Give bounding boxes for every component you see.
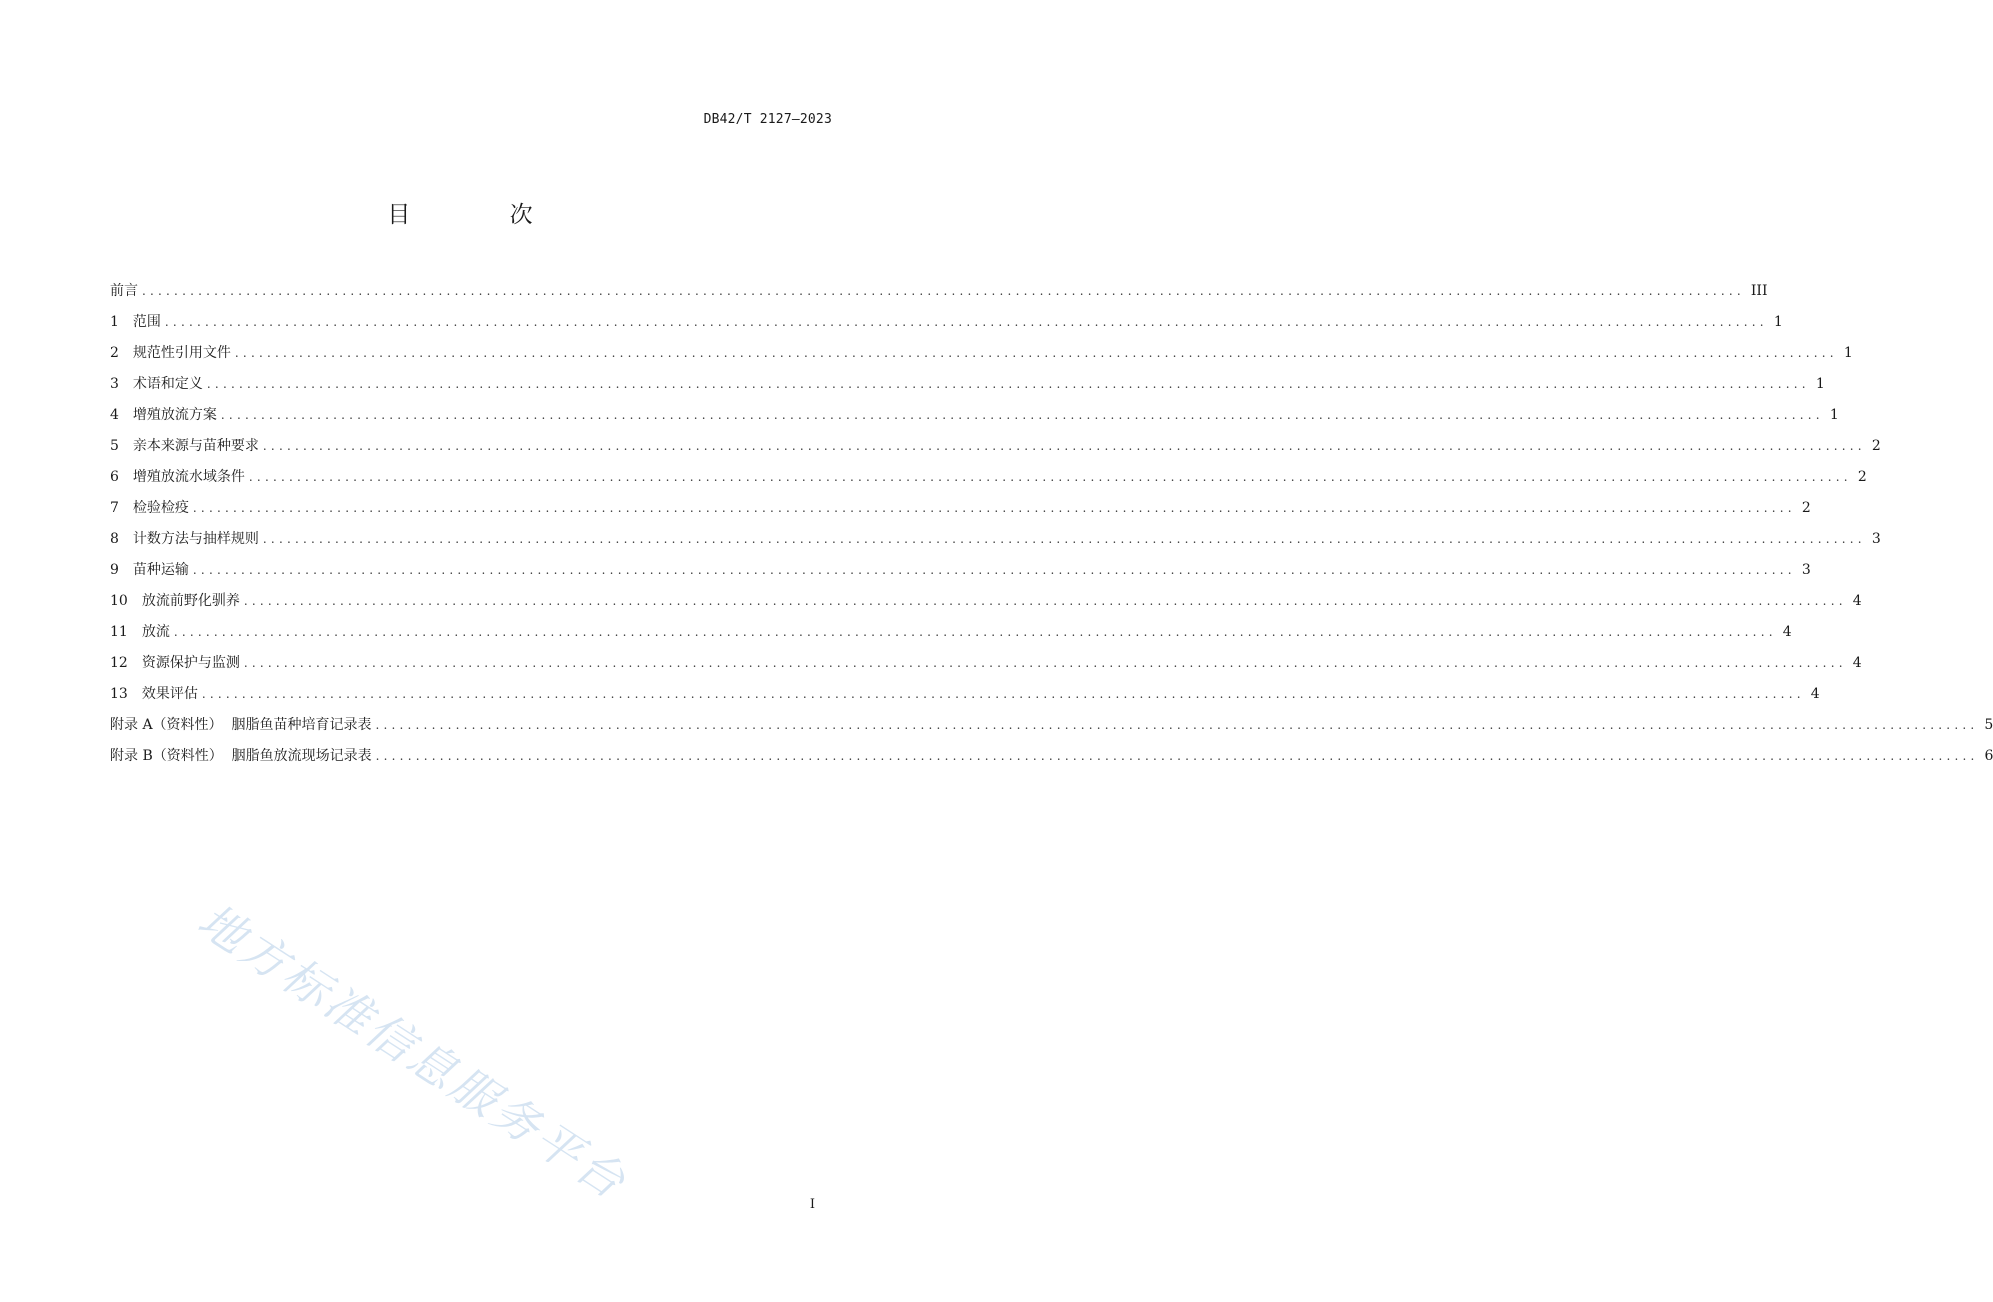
toc-entry-page: 3 [1801, 562, 1811, 578]
toc-entry-number: 4 [110, 407, 119, 423]
toc-entry-title: 前言 [110, 283, 138, 299]
toc-leader-dots: ........................................................................................................................................................................................................ [262, 439, 1866, 453]
toc-leader-dots: ........................................................................................................................................................................................................ [220, 408, 1824, 422]
toc-entry[interactable] [110, 621, 1792, 652]
toc-leader-dots: ........................................................................................................................................................................................................ [375, 749, 1979, 763]
table-of-contents [110, 280, 1993, 776]
toc-entry-number: 2 [110, 345, 119, 361]
toc-entry-page: 1 [1843, 345, 1853, 361]
toc-leader-dots: ........................................................................................................................................................................................................ [142, 284, 1745, 298]
toc-entry-title: 附录 B（资料性） 胭脂鱼放流现场记录表 [110, 748, 372, 764]
toc-entry-number: 11 [110, 624, 128, 640]
toc-entry-page: 2 [1871, 438, 1881, 454]
toc-entry-page: 2 [1801, 500, 1811, 516]
page-number: I [809, 1197, 815, 1212]
toc-leader-dots: ........................................................................................................................................................................................................ [243, 594, 1847, 608]
toc-leader-dots: ........................................................................................................................................................................................................ [192, 563, 1796, 577]
toc-entry-title: 增殖放流水域条件 [132, 469, 245, 485]
toc-entry-page: 4 [1810, 686, 1820, 702]
toc-leader-dots: ........................................................................................................................................................................................................ [243, 656, 1847, 670]
toc-entry-page: III [1750, 283, 1768, 299]
toc-entry[interactable] [110, 342, 1853, 373]
toc-entry-title: 资源保护与监测 [141, 655, 240, 671]
toc-entry-page: 5 [1984, 717, 1993, 733]
toc-entry-number: 12 [110, 655, 128, 671]
toc-entry-number: 1 [110, 314, 119, 330]
toc-entry-title: 计数方法与抽样规则 [132, 531, 259, 547]
toc-entry[interactable] [110, 683, 1820, 714]
toc-entry-title: 亲本来源与苗种要求 [132, 438, 259, 454]
toc-leader-dots: ........................................................................................................................................................................................................ [201, 687, 1805, 701]
toc-entry[interactable] [110, 559, 1811, 590]
toc-leader-dots: ........................................................................................................................................................................................................ [248, 470, 1852, 484]
toc-entry-number: 8 [110, 531, 119, 547]
toc-entry-number: 7 [110, 500, 119, 516]
toc-entry-page: 4 [1852, 593, 1862, 609]
toc-entry-number: 10 [110, 593, 128, 609]
toc-entry-page: 4 [1852, 655, 1862, 671]
document-code: DB42/T 2127—2023 [703, 112, 832, 127]
toc-entry[interactable] [110, 590, 1862, 621]
toc-leader-dots: ........................................................................................................................................................................................................ [234, 346, 1838, 360]
watermark: 地方标准信息服务平台 [188, 892, 638, 1211]
toc-entry-title: 范围 [132, 314, 161, 330]
toc-entry-title: 效果评估 [141, 686, 198, 702]
toc-entry-number: 13 [110, 686, 128, 702]
toc-entry[interactable] [110, 714, 1993, 745]
toc-entry[interactable] [110, 280, 1768, 311]
toc-entry-page: 4 [1782, 624, 1792, 640]
toc-entry-title: 放流 [141, 624, 170, 640]
toc-entry-number: 5 [110, 438, 119, 454]
toc-leader-dots: ........................................................................................................................................................................................................ [206, 377, 1810, 391]
toc-entry-title: 规范性引用文件 [132, 345, 231, 361]
toc-entry-title: 增殖放流方案 [132, 407, 217, 423]
toc-leader-dots: ........................................................................................................................................................................................................ [262, 532, 1866, 546]
toc-entry[interactable] [110, 466, 1867, 497]
toc-leader-dots: ........................................................................................................................................................................................................ [173, 625, 1777, 639]
toc-entry[interactable] [110, 497, 1811, 528]
toc-entry-number: 6 [110, 469, 119, 485]
toc-entry-page: 1 [1829, 407, 1839, 423]
toc-entry-page: 1 [1773, 314, 1783, 330]
toc-entry[interactable] [110, 652, 1862, 683]
toc-entry[interactable] [110, 745, 1993, 776]
toc-leader-dots: ........................................................................................................................................................................................................ [164, 315, 1768, 329]
toc-entry[interactable] [110, 435, 1881, 466]
toc-entry-title: 检验检疫 [132, 500, 189, 516]
toc-entry-title: 苗种运输 [132, 562, 189, 578]
toc-entry[interactable] [110, 311, 1783, 342]
toc-entry-title: 放流前野化驯养 [141, 593, 240, 609]
toc-entry[interactable] [110, 373, 1825, 404]
toc-leader-dots: ........................................................................................................................................................................................................ [192, 501, 1796, 515]
toc-entry-page: 3 [1871, 531, 1881, 547]
toc-entry-number: 3 [110, 376, 119, 392]
toc-entry-page: 6 [1984, 748, 1993, 764]
toc-entry-number: 9 [110, 562, 119, 578]
toc-entry-title: 术语和定义 [132, 376, 203, 392]
toc-entry[interactable] [110, 404, 1839, 435]
toc-entry-page: 2 [1857, 469, 1867, 485]
toc-leader-dots: ........................................................................................................................................................................................................ [375, 718, 1979, 732]
toc-title: 目 次 [387, 202, 579, 228]
toc-entry-page: 1 [1815, 376, 1825, 392]
toc-entry-title: 附录 A（资料性） 胭脂鱼苗种培育记录表 [110, 717, 372, 733]
toc-entry[interactable] [110, 528, 1881, 559]
